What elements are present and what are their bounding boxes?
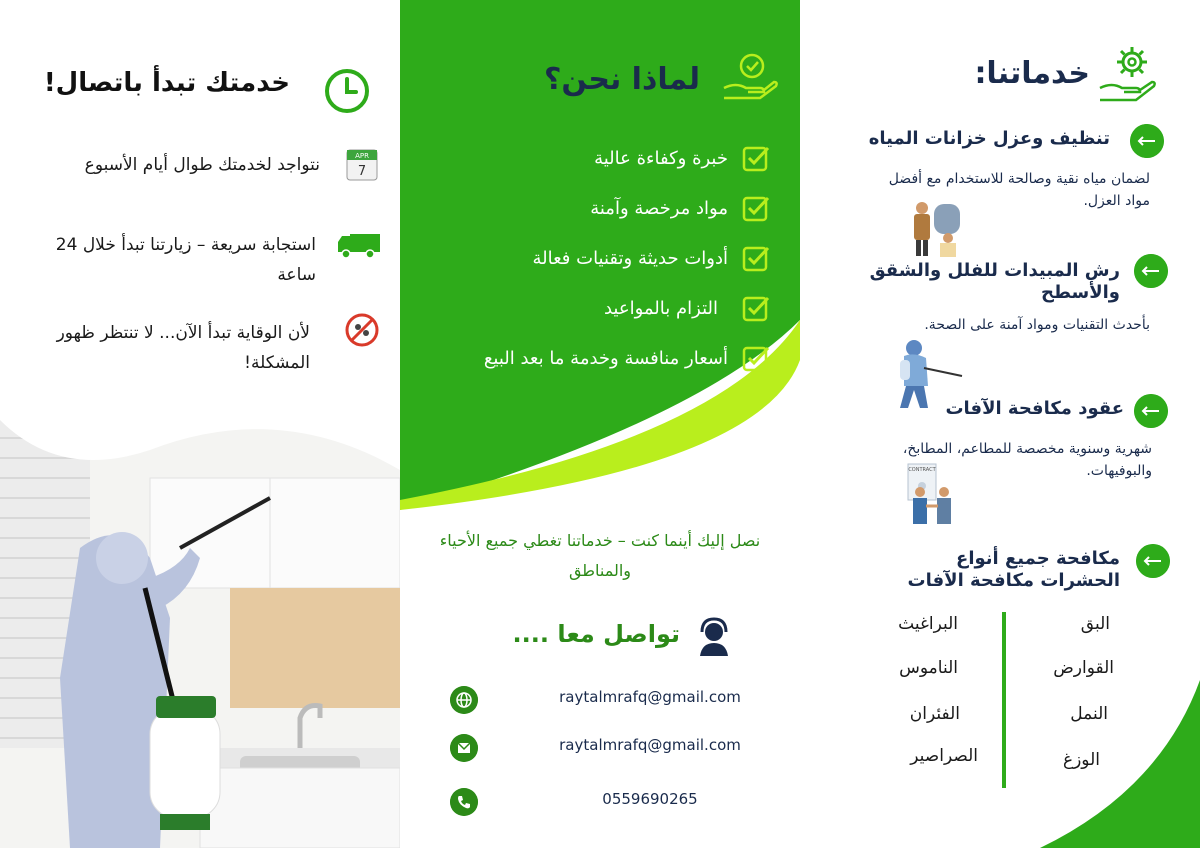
reason-row [533, 244, 771, 272]
left-panel [0, 0, 400, 848]
checkbox-check-icon [742, 144, 770, 172]
contact-website-row[interactable] [450, 686, 770, 716]
right-panel [800, 0, 1200, 848]
gear-hand-icon [1096, 42, 1160, 104]
globe-icon [450, 686, 478, 714]
reason-text: مواد مرخصة وآمنة [590, 197, 728, 219]
svg-text:APR: APR [355, 152, 369, 160]
service-3-title: عقود مكافحة الآفات [945, 398, 1124, 419]
arrow-left-icon[interactable] [1134, 254, 1168, 288]
feature-prevention: لأن الوقاية تبدأ الآن... لا تنتظر ظهور المشكلة! [56, 323, 310, 373]
headset-icon [696, 616, 732, 656]
contact-title: تواصل معا .... [512, 620, 680, 648]
checkbox-check-icon [742, 344, 770, 372]
svg-text:7: 7 [357, 164, 367, 179]
phone-icon [450, 788, 478, 816]
reason-text: أدوات حديثة وتقنيات فعالة [532, 247, 728, 269]
mail-icon [450, 734, 478, 762]
service-1-desc: لضمان مياه نقية وصالحة للاستخدام مع أفضل مواد العزل. [888, 171, 1150, 209]
feature-weekdays: نتواجد لخدمتك طوال أيام الأسبوع [84, 155, 320, 175]
pest-item: الفئران [909, 704, 960, 724]
reason-text: خبرة وكفاءة عالية [594, 147, 728, 169]
no-pests-icon [344, 312, 380, 348]
pest-item: الصراصير [910, 746, 978, 766]
service-2-title: رش المبيدات للفلل والشقق والأسطح [869, 260, 1120, 303]
service-2-desc: بأحدث التقنيات ومواد آمنة على الصحة. [924, 317, 1150, 333]
service-1-title: تنظيف وعزل خزانات المياه [868, 128, 1110, 149]
feature-fast-response: استجابة سريعة – زيارتنا تبدأ خلال 24 ساعة [55, 235, 316, 285]
pest-item: القوارض [1053, 658, 1114, 678]
pest-item: البق [1080, 614, 1110, 634]
contact-phone-row[interactable] [450, 788, 770, 818]
left-wave-decor [0, 380, 400, 480]
checkbox-check-icon [742, 194, 770, 222]
checkbox-check-icon [742, 294, 770, 322]
reason-row [604, 294, 770, 322]
phone-text[interactable]: 0559690265 [602, 790, 698, 808]
reason-row [590, 194, 770, 222]
service-4-title: مكافحة جميع أنواع الحشرات مكافحة الآفات [907, 548, 1120, 591]
truck-icon [336, 226, 382, 262]
pest-item: النمل [1070, 704, 1108, 724]
website-text[interactable]: raytalmrafq@gmail.com [559, 688, 741, 706]
checkbox-check-icon [742, 244, 770, 272]
award-hand-icon [720, 46, 780, 106]
arrow-left-icon[interactable] [1134, 394, 1168, 428]
svg-text:CONTRACT: CONTRACT [908, 467, 936, 473]
pest-item: البراغيث [898, 614, 958, 634]
calendar-icon [344, 146, 380, 182]
pest-item: الناموس [899, 658, 958, 678]
coverage-text: نصل إليك أينما كنت – خدماتنا تغطي جميع الأحياء والمناطق [439, 531, 761, 580]
service-3-desc: شهرية وسنوية مخصصة للمطاعم، المطابخ، والبوفيهات. [902, 441, 1152, 479]
arrow-left-icon[interactable] [1136, 544, 1170, 578]
contact-email-row[interactable] [450, 734, 770, 764]
services-title: خدماتنا: [974, 56, 1090, 91]
why-us-title: لماذا نحن؟ [543, 62, 700, 97]
pest-item: الوزغ [1062, 750, 1100, 770]
reason-text: أسعار منافسة وخدمة ما بعد البيع [483, 347, 728, 369]
contract-handshake-illustration [904, 462, 960, 530]
pest-control-photo [0, 418, 400, 848]
tank-workers-illustration [908, 196, 964, 260]
reason-row [594, 144, 770, 172]
reason-text: التزام بالمواعيد [603, 297, 718, 319]
middle-panel [400, 0, 800, 848]
email-text[interactable]: raytalmrafq@gmail.com [559, 736, 741, 754]
arrow-left-icon[interactable] [1130, 124, 1164, 158]
clock-icon [324, 68, 370, 114]
left-title: خدمتك تبدأ باتصال! [43, 68, 290, 98]
reason-row [484, 344, 770, 372]
